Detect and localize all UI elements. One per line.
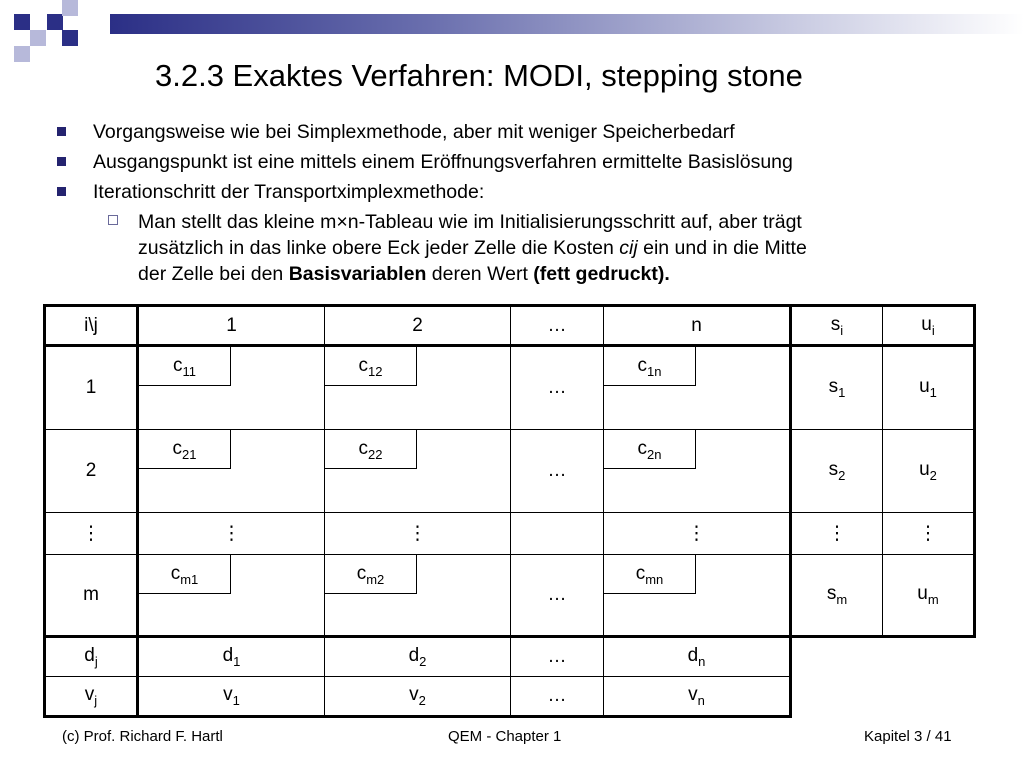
- cost-cell: [138, 346, 325, 430]
- bullet-list: [55, 117, 955, 287]
- deco-square: [30, 30, 46, 46]
- transport-tableau: [43, 304, 976, 718]
- sub-bullet-marker: [108, 215, 118, 225]
- header-cell: 1: [138, 306, 325, 346]
- cell-main: d: [687, 645, 699, 667]
- cell-main: d: [84, 645, 95, 667]
- cell-main: c: [637, 355, 648, 376]
- cell-sub: m: [927, 591, 939, 607]
- bullet-item: [55, 147, 955, 177]
- cost-cell: [325, 555, 511, 637]
- cell-main: c: [173, 355, 183, 376]
- header-cell: 2: [325, 306, 511, 346]
- cost-box: [604, 430, 696, 469]
- vdots-cell: ⋮: [883, 513, 975, 555]
- header-cell: …: [511, 306, 604, 346]
- text-span: deren Wert: [426, 263, 534, 285]
- cell-sub: n: [697, 692, 705, 708]
- deco-square: [14, 46, 30, 62]
- sub-bullet-item: [55, 209, 955, 287]
- supply-cell: [791, 555, 883, 637]
- bullet-text: Ausgangspunkt ist eine mittels einem Eröffnungsverfahren ermittelte Basislösung: [93, 151, 793, 173]
- empty-cell: [883, 677, 975, 717]
- sub-bullet-line: Man stellt das kleine m×n-Tableau wie im Initialisierungsschritt auf, aber trägt: [138, 211, 802, 233]
- d-cell: [604, 637, 791, 677]
- empty-cell: [791, 637, 883, 677]
- bullet-item: [55, 177, 955, 207]
- row-label: 1: [45, 346, 138, 430]
- footer-author: (c) Prof. Richard F. Hartl: [62, 728, 223, 745]
- text-span: ein und in die Mitte: [637, 237, 807, 259]
- dots-cell: …: [511, 677, 604, 717]
- footer-course: QEM - Chapter 1: [448, 728, 562, 745]
- u-cell: [883, 555, 975, 637]
- cell-main: c: [170, 563, 181, 584]
- cell-sub: j: [94, 653, 98, 669]
- cost-cell: [325, 430, 511, 513]
- cell-main: v: [409, 684, 419, 706]
- empty-cell: [791, 677, 883, 717]
- cost-term: cij: [619, 237, 638, 259]
- v-cell: [604, 677, 791, 717]
- cell-main: u: [917, 583, 928, 605]
- cell-sub: n: [698, 653, 706, 669]
- cost-cell: [604, 346, 791, 430]
- bullet-text: Vorgangsweise wie bei Simplexmethode, aber mit weniger Speicherbedarf: [93, 121, 735, 143]
- cost-cell: [604, 555, 791, 637]
- header-row: [45, 306, 975, 346]
- header-cell: i\j: [45, 306, 138, 346]
- table-row: [45, 430, 975, 513]
- cell-main: u: [921, 313, 932, 335]
- header-cell: [791, 306, 883, 346]
- cell-sub: m: [836, 591, 848, 607]
- text-span: zusätzlich in das linke obere Eck jeder Zelle die Kosten: [138, 237, 620, 259]
- cell-sub: 11: [182, 363, 196, 379]
- empty-cell: [511, 513, 604, 555]
- header-gradient-bar: [110, 14, 1024, 34]
- dots-cell: …: [511, 430, 604, 513]
- cell-sub: 1n: [647, 363, 662, 379]
- deco-square: [14, 14, 30, 30]
- cell-main: d: [222, 645, 234, 667]
- row-label: 2: [45, 430, 138, 513]
- bullet-marker: [57, 187, 66, 196]
- sub-bullet-line: [138, 261, 955, 287]
- cost-cell: [604, 430, 791, 513]
- cost-box: [604, 555, 696, 594]
- bullet-marker: [57, 157, 66, 166]
- cell-sub: 1: [929, 384, 937, 400]
- cell-main: v: [223, 684, 233, 706]
- vdots-cell: ⋮: [45, 513, 138, 555]
- footer-page: Kapitel 3 / 41: [864, 728, 952, 745]
- cell-main: c: [356, 563, 367, 584]
- cost-box: [604, 347, 696, 386]
- cost-cell: [138, 430, 325, 513]
- cell-sub: 2: [929, 467, 937, 483]
- cell-main: c: [358, 355, 369, 376]
- row-label: m: [45, 555, 138, 637]
- cell-main: u: [919, 376, 930, 398]
- cell-sub: mn: [645, 571, 664, 587]
- cell-sub: 1: [838, 384, 846, 400]
- dots-cell: …: [511, 637, 604, 677]
- v-row: [45, 677, 975, 717]
- deco-square: [47, 14, 63, 30]
- cell-sub: 12: [368, 363, 383, 379]
- cost-cell: [325, 346, 511, 430]
- v-cell: [325, 677, 511, 717]
- bold-term: (fett gedruckt).: [533, 263, 670, 285]
- d-cell: [325, 637, 511, 677]
- vdots-cell: ⋮: [138, 513, 325, 555]
- cell-main: c: [637, 438, 648, 459]
- cost-box: [325, 555, 417, 594]
- cost-box: [325, 430, 417, 469]
- cell-sub: m2: [366, 571, 385, 587]
- cell-sub: 22: [368, 446, 383, 462]
- dots-cell: …: [511, 346, 604, 430]
- cost-cell: [138, 555, 325, 637]
- bold-term: Basisvariablen: [288, 263, 427, 285]
- cell-sub: j: [94, 692, 98, 708]
- v-cell: [138, 677, 325, 717]
- bullet-text: Iterationschritt der Transportximplexmethode:: [93, 181, 485, 203]
- cell-sub: i: [931, 322, 935, 338]
- cost-box: [139, 555, 231, 594]
- cell-sub: 1: [233, 653, 241, 669]
- vdots-row: [45, 513, 975, 555]
- bullet-item: [55, 117, 955, 147]
- vdots-cell: ⋮: [791, 513, 883, 555]
- vdots-cell: ⋮: [325, 513, 511, 555]
- deco-square: [62, 30, 78, 46]
- text-span: der Zelle bei den: [138, 263, 289, 285]
- u-cell: [883, 346, 975, 430]
- slide-title: 3.2.3 Exaktes Verfahren: MODI, stepping stone: [155, 58, 803, 93]
- supply-cell: [791, 430, 883, 513]
- cell-main: c: [172, 438, 183, 459]
- cell-sub: 2n: [647, 446, 662, 462]
- cell-sub: i: [840, 322, 844, 338]
- cell-main: s: [828, 459, 839, 481]
- cell-sub: 2: [418, 692, 426, 708]
- table-row: [45, 346, 975, 430]
- cell-main: d: [408, 645, 420, 667]
- header-cell: n: [604, 306, 791, 346]
- cell-main: c: [358, 438, 369, 459]
- cell-sub: 21: [182, 446, 197, 462]
- cell-main: s: [830, 313, 841, 335]
- u-cell: [883, 430, 975, 513]
- cost-box: [325, 347, 417, 386]
- cell-main: s: [826, 583, 837, 605]
- header-cell: [883, 306, 975, 346]
- dots-cell: …: [511, 555, 604, 637]
- empty-cell: [883, 637, 975, 677]
- vdots-cell: ⋮: [604, 513, 791, 555]
- cost-box: [139, 347, 231, 386]
- cell-main: u: [919, 459, 930, 481]
- bullet-marker: [57, 127, 66, 136]
- cell-sub: 1: [232, 692, 240, 708]
- d-cell: [138, 637, 325, 677]
- cell-main: v: [688, 684, 698, 706]
- deco-square: [62, 0, 78, 16]
- d-row: [45, 637, 975, 677]
- row-label: [45, 677, 138, 717]
- supply-cell: [791, 346, 883, 430]
- sub-bullet-line: [138, 235, 955, 261]
- cell-sub: m1: [180, 571, 199, 587]
- table-row: [45, 555, 975, 637]
- cell-sub: 2: [419, 653, 427, 669]
- cell-main: s: [828, 376, 839, 398]
- cell-main: v: [84, 684, 95, 706]
- cell-sub: 2: [838, 467, 846, 483]
- row-label: [45, 637, 138, 677]
- cell-main: c: [635, 563, 646, 584]
- cost-box: [139, 430, 231, 469]
